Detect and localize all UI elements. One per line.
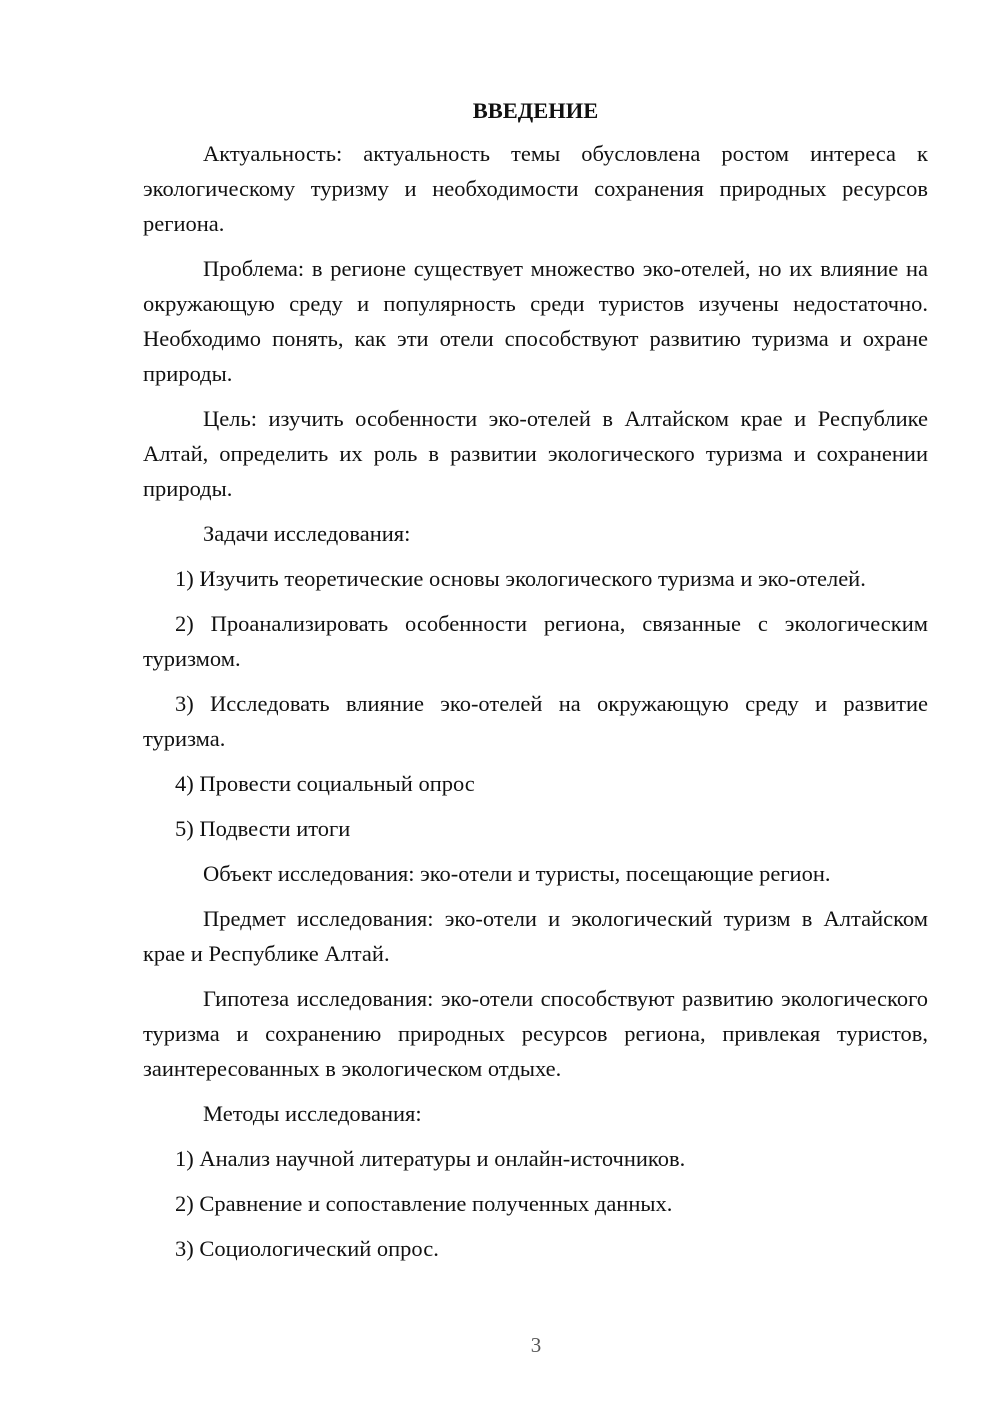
actuality-paragraph: Актуальность: актуальность темы обусловлена ростом интереса к экологическому туризму и необходимости сохранения природных ресурсов региона.: [143, 141, 928, 236]
method-item: 3) Социологический опрос.: [175, 1236, 439, 1261]
task-item: 4) Провести социальный опрос: [175, 771, 475, 796]
method-item: 1) Анализ научной литературы и онлайн-источников.: [175, 1146, 686, 1171]
document-page: [143, 96, 928, 1276]
problem-paragraph: Проблема: в регионе существует множество эко-отелей, но их влияние на окружающую среду и популярность среди туристов изучены недостаточно. Необходимо понять, как эти отели способствуют развитию туризма и охране природы.: [143, 256, 928, 386]
goal-paragraph: Цель: изучить особенности эко-отелей в Алтайском крае и Республике Алтай, определить их роль в развитии экологического туризма и сохранении природы.: [143, 406, 928, 501]
task-item: 3) Исследовать влияние эко-отелей на окружающую среду и развитие туризма.: [143, 691, 928, 751]
task-item: 1) Изучить теоретические основы экологического туризма и эко-отелей.: [175, 566, 866, 591]
object-paragraph: Объект исследования: эко-отели и туристы, посещающие регион.: [203, 861, 831, 886]
subject-paragraph: Предмет исследования: эко-отели и экологический туризм в Алтайском крае и Республике Алтай.: [143, 906, 928, 966]
task-item: 5) Подвести итоги: [175, 816, 351, 841]
tasks-heading: Задачи исследования:: [203, 521, 411, 546]
methods-heading: Методы исследования:: [203, 1101, 422, 1126]
page-number: 3: [530, 1333, 542, 1357]
method-item: 2) Сравнение и сопоставление полученных данных.: [175, 1191, 673, 1216]
hypothesis-paragraph: Гипотеза исследования: эко-отели способствуют развитию экологического туризма и сохранению природных ресурсов региона, привлекая туристов, заинтересованных в экологическом отдыхе.: [143, 986, 928, 1081]
task-item: 2) Проанализировать особенности региона, связанные с экологическим туризмом.: [143, 611, 928, 671]
page-title: ВВЕДЕНИЕ: [472, 98, 599, 123]
